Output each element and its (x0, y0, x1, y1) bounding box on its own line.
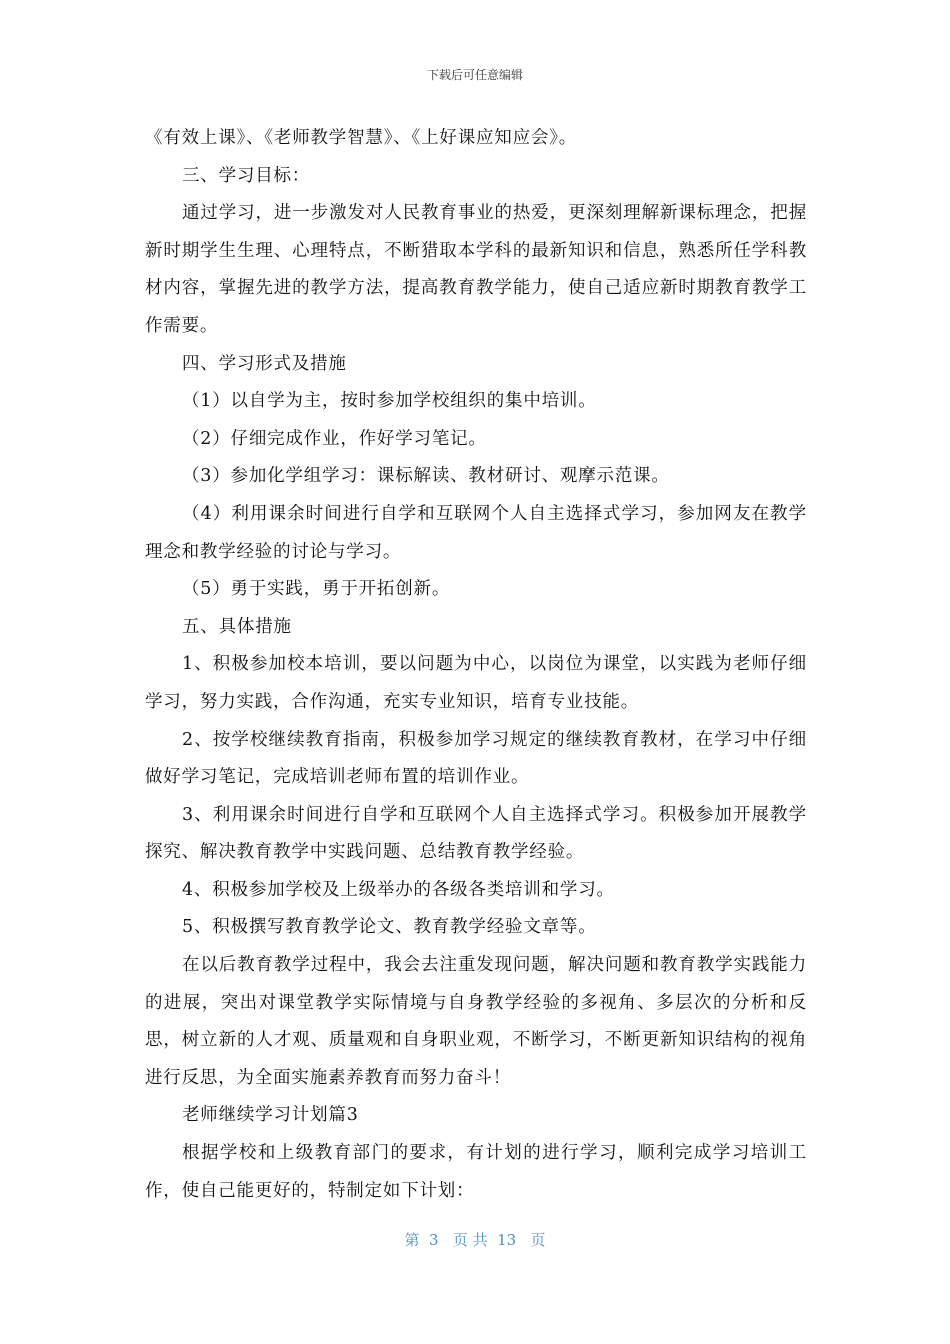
list-item-form-5: （5）勇于实践，勇于开拓创新。 (182, 579, 451, 600)
list-item-measure-2: 2、按学校继续教育指南，积极参加学习规定的继续教育教材，在学习中仔细做好学习笔记，完成培训老师布置的培训作业。 (145, 729, 807, 788)
paragraph-reflection: 在以后教育教学过程中，我会去注重发现问题，解决问题和教育教学实践能力的进展，突出对课堂教学实际情境与自身教学经验的多视角、多层次的分析和反思，树立新的人才观、质量观和自身职业观，不断学习，不断更新知识结构的视角进行反思，为全面实施素养教育而努力奋斗！ (145, 955, 807, 1088)
paragraph-learning-goals: 通过学习，进一步激发对人民教育事业的热爱，更深刻理解新课标理念，把握新时期学生生理、心理特点，不断猎取本学科的最新知识和信息，熟悉所任学科教材内容，掌握先进的教学方法，提高教育教学能力，使自己适应新时期教育教学工作需要。 (145, 203, 807, 336)
section-title-plan-3: 老师继续学习计划篇3 (182, 1105, 359, 1126)
list-item-measure-4: 4、积极参加学校及上级举办的各级各类培训和学习。 (182, 879, 615, 900)
heading-specific-measures: 五、具体措施 (182, 616, 292, 637)
list-item-form-2: （2）仔细完成作业，作好学习笔记。 (182, 428, 487, 449)
paragraph-book-titles: 《有效上课》、《老师教学智慧》、《上好课应知应会》。 (145, 128, 578, 148)
page-number-footer: 第 3 页 共 13 页 (404, 1231, 546, 1249)
list-item-measure-1: 1、积极参加校本培训，要以问题为中心，以岗位为课堂，以实践为老师仔细学习，努力实践，合作沟通，充实专业知识，培育专业技能。 (145, 654, 807, 712)
list-item-measure-5: 5、积极撰写教育教学论文、教育教学经验文章等。 (182, 917, 597, 938)
page-header: 下载后可任意编辑 (426, 68, 523, 82)
document-body (145, 120, 807, 1210)
list-item-form-4: （4）利用课余时间进行自学和互联网个人自主选择式学习，参加网友在教学理念和教学经验的讨论与学习。 (145, 503, 807, 562)
list-item-form-3: （3）参加化学组学习：课标解读、教材研讨、观摩示范课。 (182, 466, 670, 487)
heading-learning-forms: 四、学习形式及措施 (182, 353, 347, 374)
heading-learning-goals: 三、学习目标： (182, 165, 311, 186)
list-item-measure-3: 3、利用课余时间进行自学和互联网个人自主选择式学习。积极参加开展教学探究、解决教育教学中实践问题、总结教育教学经验。 (145, 804, 807, 863)
list-item-form-1: （1）以自学为主，按时参加学校组织的集中培训。 (182, 391, 597, 412)
paragraph-plan-intro: 根据学校和上级教育部门的要求，有计划的进行学习，顺利完成学习培训工作，使自己能更好的，特制定如下计划： (145, 1143, 807, 1201)
